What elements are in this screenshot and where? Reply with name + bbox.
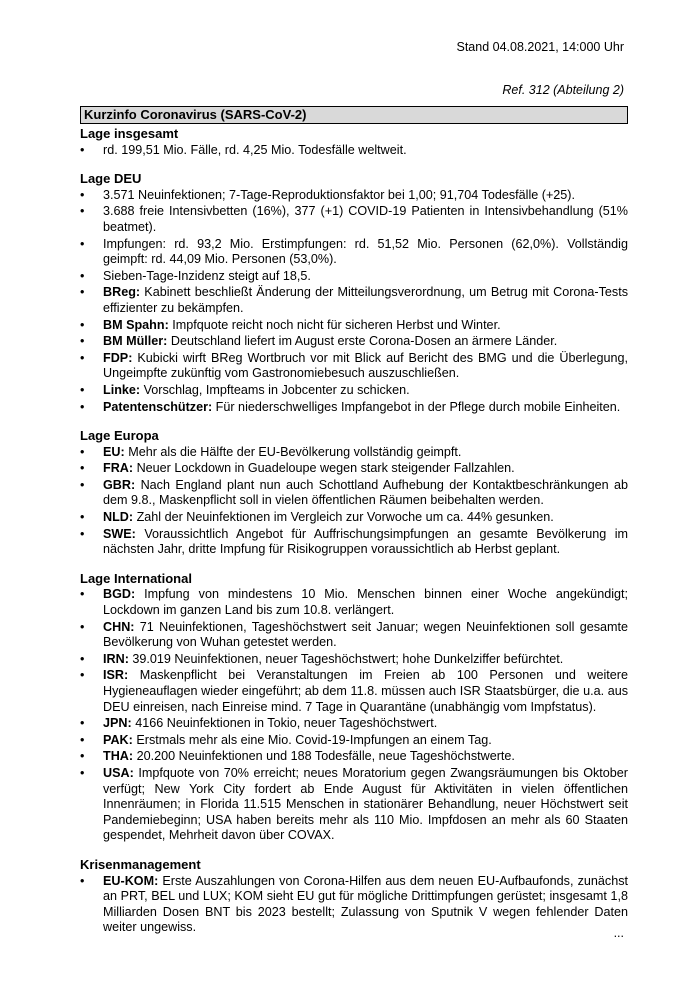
item-label: PAK: bbox=[103, 732, 133, 747]
section bbox=[80, 571, 628, 844]
item-text: Erstmals mehr als eine Mio. Covid-19-Impfungen an einem Tag. bbox=[136, 732, 492, 747]
bullet-list bbox=[80, 188, 628, 415]
item-label: BReg: bbox=[103, 285, 141, 300]
item-text: 71 Neuinfektionen, Tageshöchstwert seit Januar; wegen Neuinfektionen soll gesamte Bevölkerung von Wuhan getestet werden. bbox=[103, 619, 628, 650]
bullet-list bbox=[80, 874, 628, 936]
item-label: USA: bbox=[103, 765, 134, 780]
list-item bbox=[80, 733, 628, 749]
item-label: EU-KOM: bbox=[103, 873, 159, 888]
list-item bbox=[80, 351, 628, 382]
item-text: Für niederschwelliges Impfangebot in der Pflege durch mobile Einheiten. bbox=[215, 399, 621, 414]
item-text: Neuer Lockdown in Guadeloupe wegen stark steigender Fallzahlen. bbox=[136, 461, 515, 476]
list-item bbox=[80, 269, 628, 285]
bullet-list bbox=[80, 143, 628, 159]
item-text: Nach England plant nun auch Schottland Aufhebung der Kontaktbeschränkungen ab dem 9.8., Maskenpflicht soll in vielen öffentlichen Räumen beibehalten werden. bbox=[103, 477, 629, 508]
section bbox=[80, 428, 628, 558]
list-item bbox=[80, 383, 628, 399]
section-heading: Lage International bbox=[80, 570, 192, 586]
item-text: Impfquote von 70% erreicht; neues Moratorium gegen Zwangsräumungen bis Oktober verfügt; New York City fordert ab Ende August für Aktivitäten in vielen öffentlichen Innenräumen; in Florida 11.515 Menschen in stationärer Behandlung, neuer Höchstwert seit Pandemiebeginn; USA haben bereits mehr als 110 Mio. Impfdosen an mehr als 60 Staaten gespendet, Mehrheit davon über COVAX. bbox=[103, 765, 628, 843]
list-item bbox=[80, 668, 628, 715]
item-text: Deutschland liefert im August erste Corona-Dosen an ärmere Länder. bbox=[170, 334, 558, 349]
list-item bbox=[80, 334, 628, 350]
item-text: Vorschlag, Impfteams in Jobcenter zu schicken. bbox=[143, 382, 410, 397]
list-item bbox=[80, 587, 628, 618]
list-item bbox=[80, 478, 628, 509]
list-item bbox=[80, 461, 628, 477]
list-item bbox=[80, 527, 628, 558]
section-heading: Lage insgesamt bbox=[80, 126, 179, 141]
item-text: Sieben-Tage-Inzidenz steigt auf 18,5. bbox=[103, 268, 311, 283]
document-body bbox=[80, 106, 628, 937]
list-item bbox=[80, 204, 628, 235]
section bbox=[80, 126, 628, 158]
item-text: Impfungen: rd. 93,2 Mio. Erstimpfungen: rd. 51,52 Mio. Personen (62,0%). Vollständig geimpft: rd. 44,09 Mio. Personen (53,0%). bbox=[103, 236, 628, 267]
section bbox=[80, 857, 628, 936]
item-label: BM Spahn: bbox=[103, 317, 169, 332]
list-item bbox=[80, 237, 628, 268]
continuation-marker: ... bbox=[613, 926, 624, 940]
item-label: NLD: bbox=[103, 510, 134, 525]
item-text: 3.688 freie Intensivbetten (16%), 377 (+1) COVID-19 Patienten in Intensivbehandlung (51% beatmet). bbox=[103, 204, 628, 234]
item-text: Maskenpflicht bei Veranstaltungen im Freien ab 100 Personen und weitere Hygieneauflagen wieder eingeführt; ab dem 11.8. müssen auch ISR Staatsbürger, die u.a. aus DEU einreisen, nach Einreise mind. 7 Tage in Quarantäne (unabhängig vom Impfstatus). bbox=[103, 668, 628, 714]
item-label: GBR: bbox=[103, 477, 136, 492]
list-item bbox=[80, 874, 628, 936]
item-text: Voraussichtlich Angebot für Auffrischungsimpfungen an gesamte Bevölkerung im nächsten Jahr, dritte Impfung für Risikogruppen voraussichtlich ab Herbst geplant. bbox=[103, 526, 629, 557]
list-item bbox=[80, 620, 628, 651]
item-label: BM Müller: bbox=[103, 334, 168, 349]
item-label: IRN: bbox=[103, 651, 129, 666]
bullet-list bbox=[80, 445, 628, 558]
item-label: FDP: bbox=[103, 350, 133, 365]
section-heading: Krisenmanagement bbox=[80, 856, 201, 872]
document-reference: Ref. 312 (Abteilung 2) bbox=[502, 83, 624, 97]
section bbox=[80, 171, 628, 415]
list-item bbox=[80, 143, 628, 159]
section-heading: Lage DEU bbox=[80, 171, 142, 187]
item-text: 39.019 Neuinfektionen, neuer Tageshöchstwert; hohe Dunkelziffer befürchtet. bbox=[132, 651, 564, 666]
item-text: Impfung von mindestens 10 Mio. Menschen binnen einer Woche angekündigt; Lockdown im ganzen Land bis zum 10.8. verlängert. bbox=[103, 587, 628, 618]
item-text: 4166 Neuinfektionen in Tokio, neuer Tageshöchstwert. bbox=[135, 716, 438, 731]
list-item bbox=[80, 188, 628, 204]
item-label: EU: bbox=[103, 444, 125, 459]
item-text: 20.200 Neuinfektionen und 188 Todesfälle, neue Tageshöchstwerte. bbox=[136, 749, 515, 764]
sections-container bbox=[80, 126, 628, 936]
item-text: Kabinett beschließt Änderung der Mitteilungsverordnung, um Betrug mit Corona-Tests effizienter zu bekämpfen. bbox=[103, 285, 629, 315]
list-item bbox=[80, 285, 628, 316]
item-text: Zahl der Neuinfektionen im Vergleich zur Vorwoche um ca. 44% gesunken. bbox=[136, 510, 554, 525]
item-label: ISR: bbox=[103, 668, 129, 683]
bullet-list bbox=[80, 587, 628, 844]
list-item bbox=[80, 400, 628, 416]
document-date: Stand 04.08.2021, 14:000 Uhr bbox=[456, 40, 624, 54]
item-label: BGD: bbox=[103, 587, 136, 602]
item-label: Patentenschützer: bbox=[103, 399, 213, 414]
list-item bbox=[80, 716, 628, 732]
list-item bbox=[80, 510, 628, 526]
item-text: Mehr als die Hälfte der EU-Bevölkerung vollständig geimpft. bbox=[128, 444, 462, 459]
item-label: CHN: bbox=[103, 619, 135, 634]
item-label: JPN: bbox=[103, 716, 132, 731]
item-label: THA: bbox=[103, 749, 134, 764]
item-label: SWE: bbox=[103, 526, 136, 541]
section-heading: Lage Europa bbox=[80, 428, 159, 444]
page-title: Kurzinfo Coronavirus (SARS-CoV-2) bbox=[80, 106, 628, 124]
list-item bbox=[80, 445, 628, 461]
list-item bbox=[80, 749, 628, 765]
item-text: Impfquote reicht noch nicht für sicheren Herbst und Winter. bbox=[172, 317, 501, 332]
item-text: 3.571 Neuinfektionen; 7-Tage-Reproduktionsfaktor bei 1,00; 91,704 Todesfälle (+25). bbox=[103, 187, 575, 202]
list-item bbox=[80, 766, 628, 844]
item-text: Erste Auszahlungen von Corona-Hilfen aus dem neuen EU-Aufbaufonds, zunächst an PRT, BEL und LUX; KOM sieht EU gut für mögliche Drittimpfungen gerüstet; insgesamt 1,8 Milliarden Dosen BNT bis 2023 bestellt; Zulassung von Sputnik V wegen fehlender Daten weiter ungewiss. bbox=[103, 873, 629, 935]
list-item bbox=[80, 318, 628, 334]
item-label: Linke: bbox=[103, 382, 141, 397]
item-text: rd. 199,51 Mio. Fälle, rd. 4,25 Mio. Todesfälle weltweit. bbox=[103, 142, 407, 157]
item-text: Kubicki wirft BReg Wortbruch vor mit Blick auf Bericht des BMG und die Überlegung, Ungeimpfte zukünftig vom Gastronomiebesuch auszuschließen. bbox=[103, 350, 629, 381]
list-item bbox=[80, 652, 628, 668]
item-label: FRA: bbox=[103, 461, 134, 476]
